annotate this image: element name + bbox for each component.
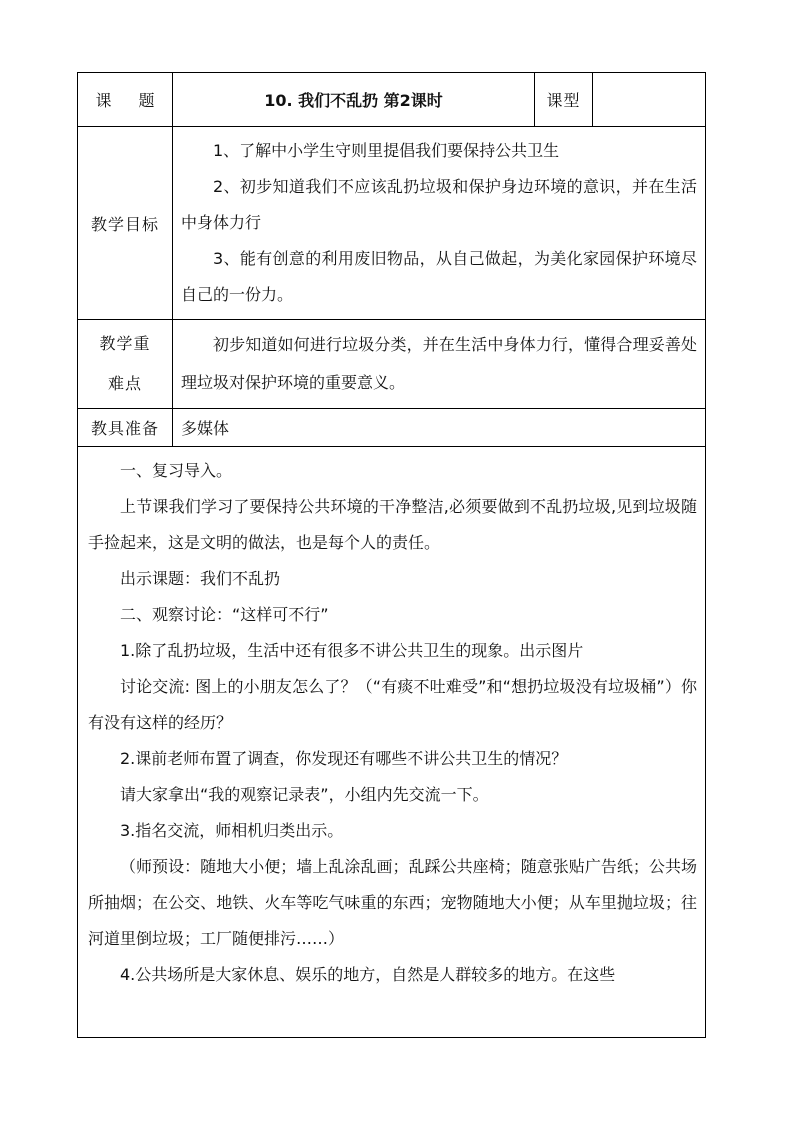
objective-item: 1、了解中小学生守则里提倡我们要保持公共卫生 (213, 141, 560, 160)
process-paragraph: （师预设：随地大小便；墙上乱涂乱画；乱踩公共座椅；随意张贴广告纸；公共场所抽烟；在公交、地铁、火车等吃气味重的东西；宠物随地大小便；从车里抛垃圾；往河道里倒垃圾；工厂随便排污……） (88, 857, 697, 948)
tools-row (78, 409, 706, 447)
key-points-label-line1: 教学重 (99, 334, 151, 353)
objective-item: 3、能有创意的利用废旧物品，从自己做起，为美化家园保护环境尽自己的一份力。 (181, 249, 697, 304)
process-paragraph: 一、复习导入。 (120, 461, 233, 480)
process-paragraph: 3.指名交流，师相机归类出示。 (120, 821, 344, 840)
key-points-label-line2: 难点 (107, 374, 142, 393)
header-row (78, 73, 706, 127)
process-paragraph: 上节课我们学习了要保持公共环境的干净整洁,必须要做到不乱扔垃圾,见到垃圾随手捡起来，这是文明的做法，也是每个人的责任。 (88, 497, 697, 552)
process-paragraph: 讨论交流: 图上的小朋友怎么了？（“有痰不吐难受”和“想扔垃圾没有垃圾桶”）你有没有这样的经历？ (88, 677, 697, 732)
process-paragraph: 二、观察讨论：“这样可不行” (120, 605, 329, 624)
objectives-row (78, 127, 706, 320)
tools-value: 多媒体 (173, 409, 706, 447)
process-paragraph: 4.公共场所是大家休息、娱乐的地方，自然是人群较多的地方。在这些 (120, 965, 616, 984)
key-points-text: 初步知道如何进行垃圾分类，并在生活中身体力行，懂得合理妥善处理垃圾对保护环境的重要意义。 (181, 335, 697, 392)
process-paragraph: 出示课题：我们不乱扔 (120, 569, 281, 588)
objectives-content (173, 127, 706, 320)
type-label: 课型 (535, 73, 593, 127)
lesson-plan-table (77, 72, 706, 1038)
key-points-content (173, 320, 706, 409)
type-value (593, 73, 706, 127)
objective-item: 2、初步知道我们不应该乱扔垃圾和保护身边环境的意识，并在生活中身体力行 (181, 177, 697, 232)
process-row (78, 447, 706, 1038)
key-points-row (78, 320, 706, 409)
lesson-title: 10. 我们不乱扔 第2课时 (173, 73, 535, 127)
objectives-label: 教学目标 (78, 127, 173, 320)
tools-label: 教具准备 (78, 409, 173, 447)
process-content (78, 447, 706, 1038)
topic-label: 课 题 (78, 73, 173, 127)
process-paragraph: 请大家拿出“我的观察记录表”，小组内先交流一下。 (120, 785, 489, 804)
key-points-label (78, 320, 173, 409)
process-paragraph: 2.课前老师布置了调查，你发现还有哪些不讲公共卫生的情况？ (120, 749, 568, 768)
process-paragraph: 1.除了乱扔垃圾，生活中还有很多不讲公共卫生的现象。出示图片 (120, 641, 584, 660)
